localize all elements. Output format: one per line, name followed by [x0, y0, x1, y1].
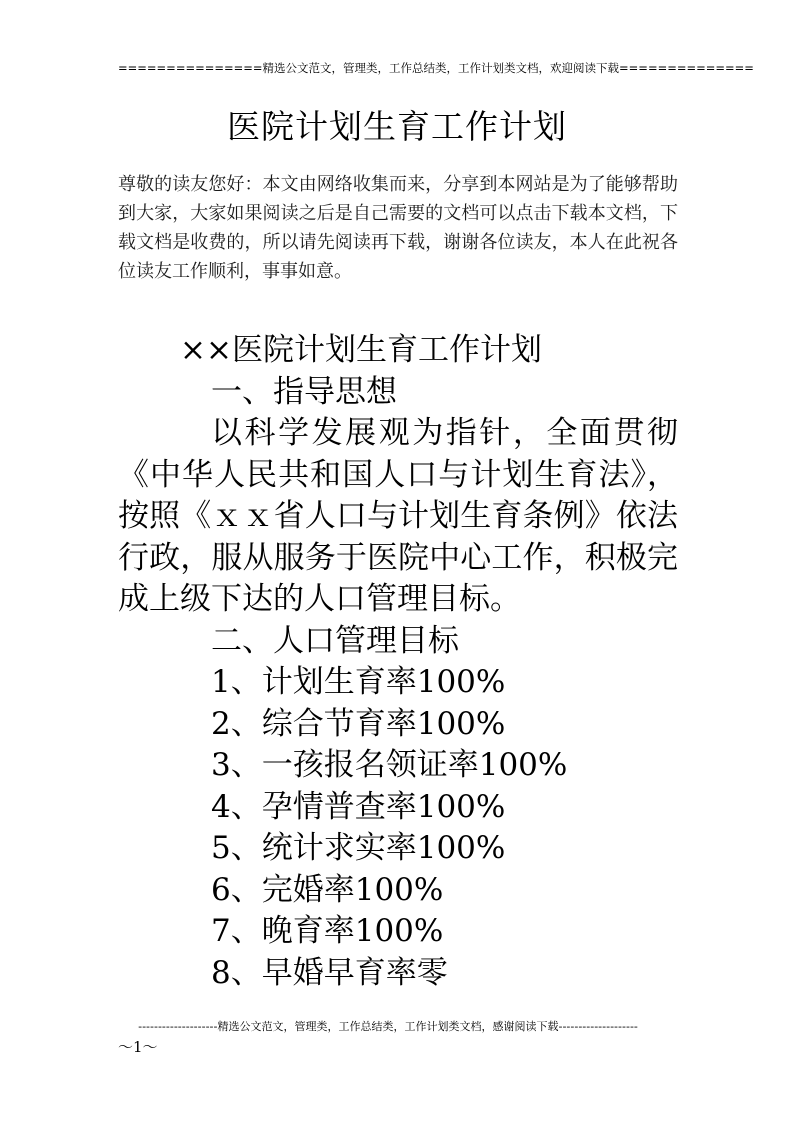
section-heading-population-targets: 二、人口管理目标 [211, 622, 459, 659]
page-number: ～1～ [118, 1038, 158, 1056]
target-item: 1、计划生育率100% [211, 664, 506, 700]
document-title: ××医院计划生育工作计划 [180, 332, 542, 368]
target-item: 6、完婚率100% [211, 871, 444, 908]
intro-paragraph: 尊敬的读友您好：本文由网络收集而来，分享到本网站是为了能够帮助到大家，大家如果阅读之后是自己需要的文档可以点击下载本文档，下载文档是收费的，所以请先阅读再下载，谢谢各位读友，本人在此祝各位读友工作顺利，事事如意。 [118, 174, 678, 282]
target-item: 5、统计求实率100% [211, 830, 506, 866]
target-item: 7、晚育率100% [211, 913, 444, 949]
target-item: 3、一孩报名领证率100% [211, 747, 568, 783]
page-title: 医院计划生育工作计划 [227, 107, 567, 146]
guiding-thought-paragraph: 以科学发展观为指针，全面贯彻《中华人民共和国人口与计划生育法》，按照《ｘｘ省人口与计划生育条例》依法行政，服从服务于医院中心工作，积极完成上级下达的人口管理目标。 [118, 415, 678, 617]
target-item: 8、早婚早育率零 [211, 954, 448, 991]
page-header: ===============精选公文范文，管理类，工作总结类，工作计划类文档，欢迎阅读下载============== [118, 61, 754, 75]
section-heading-guiding-thought: 一、指导思想 [211, 373, 397, 410]
target-item: 4、孕情普查率100% [211, 788, 506, 825]
target-item: 2、综合节育率100% [211, 705, 506, 742]
page-footer: --------------------精选公文范文，管理类，工作总结类，工作计划类文档，感谢阅读下载-------------------- [138, 1020, 638, 1033]
document-body [118, 330, 678, 994]
